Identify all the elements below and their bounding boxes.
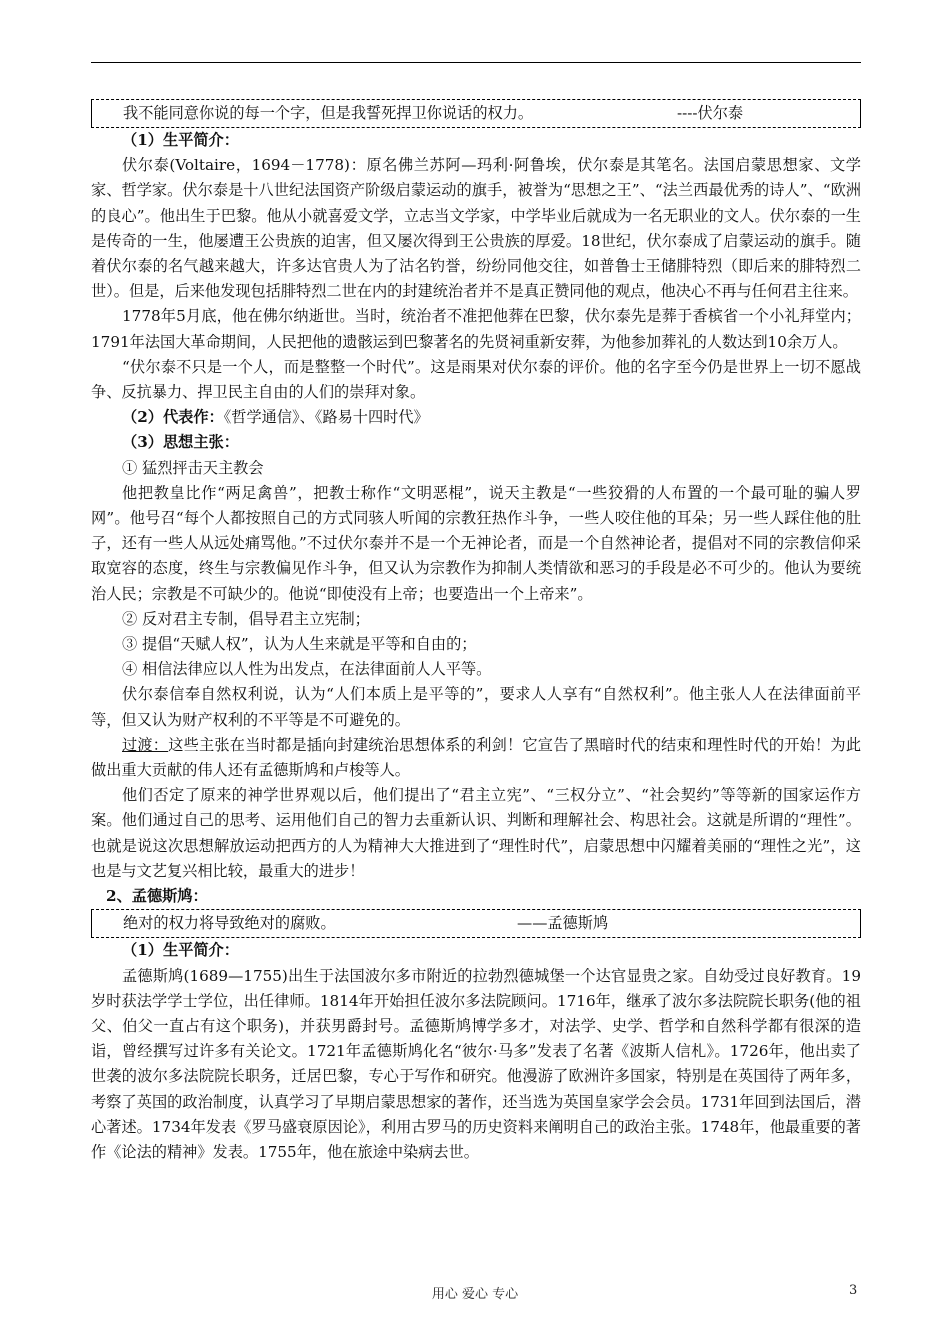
quote-author: ----伏尔泰 (677, 104, 744, 122)
idea-item-1: ① 猛烈抨击天主教会 (122, 458, 264, 477)
transition-label: 过渡： (122, 735, 169, 754)
quote-text: 我不能同意你说的每一个字，但是我誓死捍卫你说话的权力。 (123, 104, 534, 122)
footer-text: 用心 爱心 专心 (431, 1287, 519, 1302)
montesquieu-quote-box (91, 909, 861, 938)
church-criticism-paragraph: 他把教皇比作“两足禽兽”，把教士称作“文明恶棍”，说天主教是“一些狡猾的人布置的一个最可耻的骗人罗网”。他号召“每个人都按照自己的方式同骇人听闻的宗教狂热作斗争，一些人咬住他的耳朵；另一些人踩住他的肚子，还有一些人从远处痛骂他。”不过伏尔泰并不是一个无神论者，而是一个自然神论者，提倡对不同的宗教信仰采取宽容的态度，终生与宗教偏见作斗争，但又认为宗教作为抑制人类情欲和恶习的手段是必不可少的。他认为要统治人民；宗教是不可缺少的。他说“即使没有上帝；也要造出一个上帝来”。 (91, 483, 861, 603)
voltaire-quote-box (91, 99, 861, 128)
transition-paragraph: 过渡：这些主张在当时都是插向封建统治思想体系的利剑！它宣告了黑暗时代的结束和理性时代的开始！为此做出重大贡献的伟人还有孟德斯鸠和卢梭等人。 (91, 735, 862, 780)
death-paragraph: 1778年5月底，他在佛尔纳逝世。当时，统治者不准把他葬在巴黎，伏尔泰先是葬于香槟省一个小礼拜堂内；1791年法国大革命期间，人民把他的遗骸运到巴黎著名的先贤祠重新安葬，为他参加葬礼的人数达到10余万人。 (91, 307, 861, 351)
main-content (91, 99, 861, 1165)
montesquieu-biography-paragraph: 孟德斯鸠(1689—1755)出生于法国波尔多市附近的拉勃烈德城堡一个达官显贵之家。自幼受过良好教育。19岁时获法学学士学位，出任律师。1814年开始担任波尔多法院顾问。1716年，继承了波尔多法院院长职务(他的祖父、伯父一直占有这个职务)，并获男爵封号。孟德斯鸠博学多才，对法学、史学、哲学和自然科学都有很深的造诣，曾经撰写过许多有关论文。1721年孟德斯鸠化名“彼尔·马多”发表了名著《波斯人信札》。1726年，他出卖了世袭的波尔多法院院长职务，迁居巴黎，专心于写作和研究。他漫游了欧洲许多国家，特别是在英国待了两年多，考察了英国的政治制度，认真学习了早期启蒙思想家的著作，还当选为英国皇家学会会员。1731年回到法国后，潜心著述。1734年发表《罗马盛衰原因论》，利用古罗马的历史资料来阐明自己的政治主张。1748年，他最重要的著作《论法的精神》发表。1755年，他在旅途中染病去世。 (91, 966, 861, 1161)
section-heading-biography: （1）生平简介： (122, 131, 239, 149)
idea-item-4: ④ 相信法律应以人性为出发点，在法律面前人人平等。 (122, 660, 492, 679)
idea-item-2: ② 反对君主专制，倡导君主立宪制； (122, 609, 370, 628)
section-heading-ideas: （3）思想主张： (122, 433, 239, 452)
biography-paragraph: 伏尔泰(Voltaire，1694－1778)：原名佛兰苏阿—玛利·阿鲁埃，伏尔泰是其笔名。法国启蒙思想家、文学家、哲学家。伏尔泰是十八世纪法国资产阶级启蒙运动的旗手，被誉为“思想之王”、“法兰西最优秀的诗人”、“欧洲的良心”。他出生于巴黎。他从小就喜爱文学，立志当文学家，中学毕业后就成为一名无职业的文人。伏尔泰的一生是传奇的一生，他屡遭王公贵族的迫害，但又屡次得到王公贵族的厚爱。18世纪，伏尔泰成了启蒙运动的旗手。随着伏尔泰的名气越来越大，许多达官贵人为了沽名钓誉，纷纷同他交往，如普鲁士王储腓特烈（即后来的腓特烈二世）。但是，后来他发现包括腓特烈二世在内的封建统治者并不是真正赞同他的观点，他决心不再与任何君主往来。 (91, 156, 861, 301)
works-list: 《哲学通信》、《路易十四时代》 (223, 408, 429, 427)
montesquieu-biography-heading: （1）生平简介： (122, 941, 239, 960)
idea-item-3: ③ 提倡“天赋人权”，认为人生来就是平等和自由的； (122, 635, 477, 654)
montesquieu-heading: 2、孟德斯鸠： (106, 887, 208, 906)
section-heading-works: （2）代表作：《哲学通信》、《路易十四时代》 (122, 408, 429, 427)
quote-text: 绝对的权力将导致绝对的腐败。 (123, 914, 336, 933)
evaluation-paragraph: “伏尔泰不只是一个人，而是整整一个时代”。这是雨果对伏尔泰的评价。他的名字至今仍是世界上一切不愿战争、反抗暴力、捍卫民主自由的人们的崇拜对象。 (91, 357, 861, 402)
reason-paragraph: 他们否定了原来的神学世界观以后，他们提出了“君主立宪”、“三权分立”、“社会契约”等等新的国家运作方案。他们通过自己的思考、运用他们自己的智力去重新认识、判断和理解社会、构思社会。这就是所谓的“理性”。也就是说这次思想解放运动把西方的人为精神大大推进到了“理性时代”，启蒙思想中闪耀着美丽的“理性之光”，这也是与文艺复兴相比较，最重大的进步！ (91, 786, 861, 880)
natural-rights-paragraph: 伏尔泰信奉自然权利说，认为“人们本质上是平等的”，要求人人享有“自然权利”。他主张人人在法律面前平等，但又认为财产权利的不平等是不可避免的。 (91, 685, 861, 729)
page-number: 3 (849, 1283, 858, 1298)
quote-author: ——孟德斯鸠 (517, 914, 609, 933)
header-rule (91, 62, 861, 63)
